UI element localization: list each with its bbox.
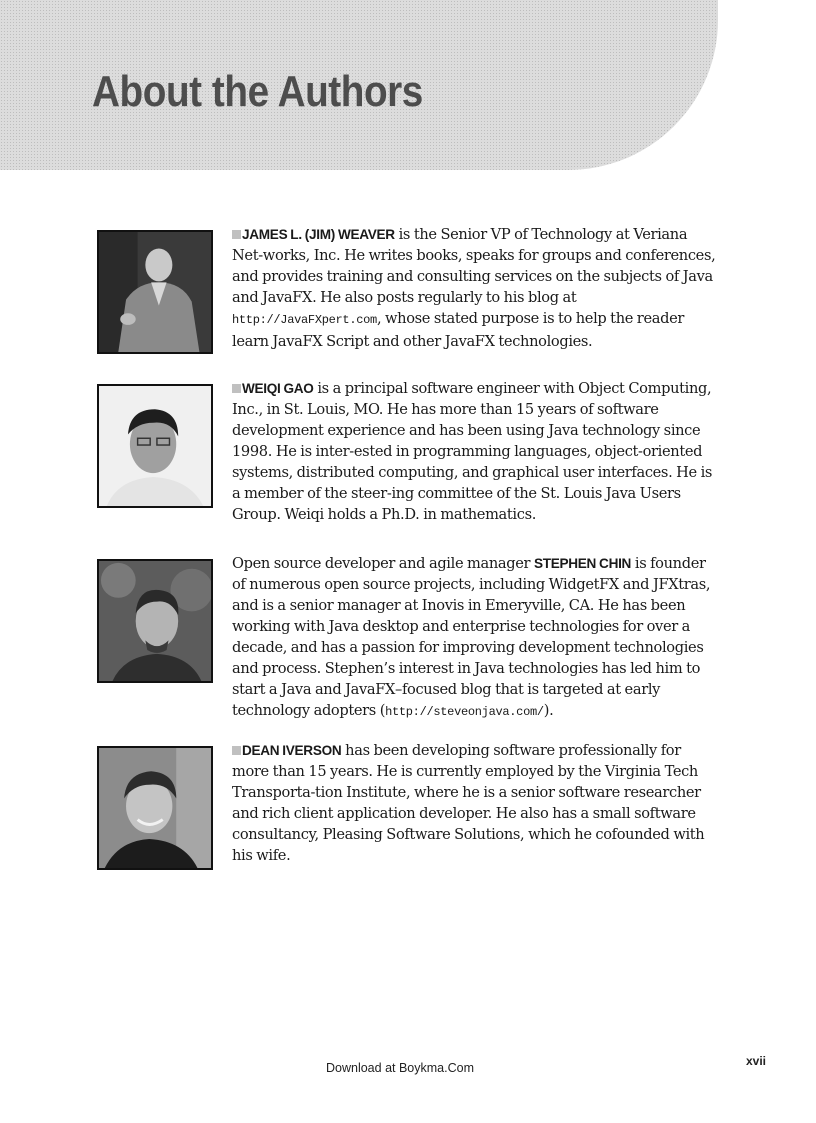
author-photo-gao	[97, 384, 213, 508]
author-name: STEPHEN CHIN	[533, 556, 632, 571]
footer-download-note: Download at Boykma.Com	[326, 1061, 474, 1075]
author-name: WEIQI GAO	[242, 381, 314, 396]
author-name: DEAN IVERSON	[242, 743, 342, 758]
author-name: JAMES L. (JIM) WEAVER	[242, 227, 395, 242]
entry-marker-icon	[232, 230, 241, 239]
author-photo-chin	[97, 559, 213, 683]
author-bio-iverson: DEAN IVERSON has been developing software professionally for more than 15 years. He is currently employed by the Virginia Tech Transporta-tion Institute, where he is a senior software researcher and rich client application developer. He also has a small software consultancy, Pleasing Software Solutions, which he cofounded with his wife.	[232, 742, 705, 864]
author-photo-weaver	[97, 230, 213, 354]
author-bio-gao: WEIQI GAO is a principal software engineer with Object Computing, Inc., in St. Louis, MO. He has more than 15 years of software development experience and has been using Java technology since 1998. He is inter-ested in programming languages, object-oriented systems, distributed computing, and graphical user interfaces. He is a member of the steer-ing committee of the St. Louis Java Users Group. Weiqi holds a Ph.D. in mathematics.	[232, 380, 713, 523]
author-bio-weaver: JAMES L. (JIM) WEAVER is the Senior VP of Technology at Veriana Net-works, Inc. He writes books, speaks for groups and conferences, and provides training and consulting services on the subjects of Java and JavaFX. He also posts regularly to his blog at http://JavaFXpert.com, whose stated purpose is to help the reader learn JavaFX Script and other JavaFX technologies.	[232, 226, 716, 350]
entry-marker-icon	[232, 746, 241, 755]
author-bio-chin: Open source developer and agile manager STEPHEN CHIN is founder of numerous open source projects, including WidgetFX and JFXtras, and is a senior manager at Inovis in Emeryville, CA. He has been working with Java desktop and enterprise technologies for over a decade, and has a passion for improving development technologies and process. Stephen’s interest in Java technologies has led him to start a Java and JavaFX–focused blog that is targeted at early technology adopters (http://steveonjava.com/).	[232, 555, 711, 719]
blog-url: http://steveonjava.com/	[385, 705, 544, 719]
entry-marker-icon	[232, 384, 241, 393]
blog-url: http://JavaFXpert.com	[232, 313, 377, 327]
author-photo-iverson	[97, 746, 213, 870]
page-number: xvii	[745, 1054, 766, 1068]
page-title: About the Authors	[92, 67, 423, 116]
